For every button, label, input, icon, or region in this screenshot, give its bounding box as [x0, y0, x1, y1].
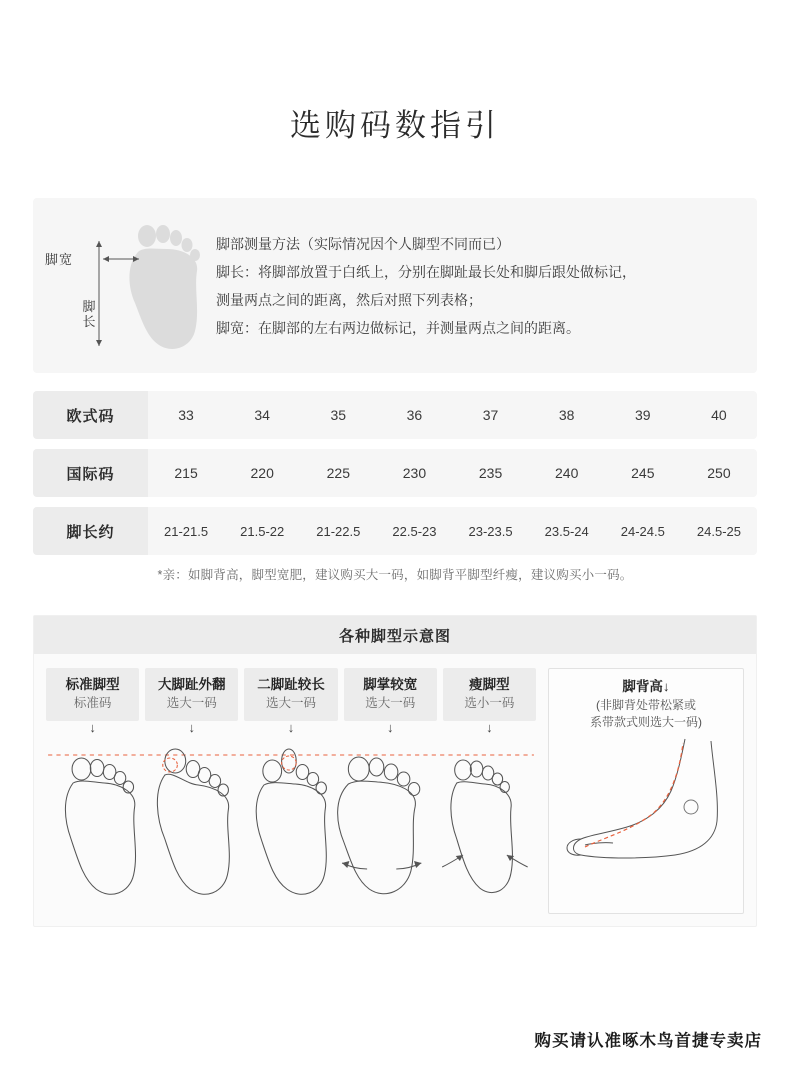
row-header-length: 脚长约: [33, 507, 148, 555]
foot-shape-arrows: [46, 721, 536, 739]
feet-diagrams-icon: [46, 739, 536, 914]
cell: 220: [250, 465, 274, 481]
cell: 21-22.5: [316, 523, 361, 539]
instep-diagram: [555, 735, 737, 870]
arrow-down-icon: ↓: [386, 720, 394, 735]
cell: 35: [330, 407, 347, 423]
table-row: [33, 449, 757, 497]
cell: 250: [707, 465, 731, 481]
tag-advice: 选大一码: [266, 696, 317, 710]
cell: 22.5-23: [392, 523, 437, 539]
arrow-down-icon: ↓: [287, 720, 295, 735]
cell: 230: [402, 465, 427, 481]
cell: 33: [178, 407, 194, 423]
foot-shape-body: [34, 654, 756, 926]
foot-shape-tag-wide: [344, 668, 437, 721]
foot-measure-diagram: [43, 211, 208, 361]
tag-advice: 选大一码: [166, 696, 217, 710]
instep-panel: [548, 668, 744, 914]
cell: 215: [174, 465, 198, 481]
foot-shape-tag-long-second-toe: [244, 668, 337, 721]
measure-line-2: 脚长：将脚部放置于白纸上，分别在脚趾最长处和脚后跟处做标记，: [216, 263, 636, 280]
measurement-instructions: [208, 230, 747, 342]
cell: 23.5-24: [544, 523, 589, 539]
foot-shape-header: 各种脚型示意图: [34, 616, 756, 654]
cell: 24-24.5: [620, 523, 665, 539]
tag-name: 大脚趾外翻: [158, 677, 226, 692]
instep-line-1: (非脚背处带松紧或: [596, 698, 696, 712]
table-row: [33, 507, 757, 555]
cell: 21-21.5: [164, 523, 209, 539]
foot-length-label: 脚长: [82, 298, 96, 329]
cell: 23-23.5: [468, 523, 513, 539]
store-footer: 购买请认准啄木鸟首捷专卖店: [534, 1031, 762, 1050]
foot-shape-tag-standard: [46, 668, 139, 721]
foot-shape-grid: [46, 668, 536, 914]
row-header-eu: 欧式码: [33, 391, 148, 439]
measurement-panel: [33, 198, 757, 373]
foot-shape-tags: [46, 668, 536, 721]
cell: 240: [555, 465, 579, 481]
size-table: [33, 391, 757, 555]
arrow-down-icon: ↓: [188, 720, 196, 735]
measure-line-4: 脚宽：在脚部的左右两边做标记，并测量两点之间的距离。: [216, 319, 580, 336]
arrow-down-icon: ↓: [486, 720, 493, 735]
instep-line-2: 系带款式则选大一码): [590, 715, 702, 729]
foot-outline-icon: [43, 211, 208, 361]
cell: 36: [406, 407, 423, 423]
foot-shape-section: [33, 615, 757, 927]
cell: 24.5-25: [696, 523, 741, 539]
tag-advice: 选大一码: [365, 696, 416, 710]
foot-width-label: 脚宽: [45, 251, 74, 267]
cell: 225: [326, 465, 350, 481]
row-cells-eu: [148, 391, 757, 439]
tag-name: 脚掌较宽: [363, 677, 418, 692]
measure-line-1: 脚部测量方法（实际情况因个人脚型不同而已）: [216, 235, 510, 252]
cell: 40: [711, 407, 727, 423]
tag-name: 瘦脚型: [469, 677, 510, 692]
tag-advice: 选小一码: [464, 696, 515, 710]
row-cells-intl: [148, 449, 757, 497]
tag-advice: 标准码: [73, 696, 112, 710]
foot-shape-tag-narrow: [443, 668, 536, 721]
foot-shape-tag-bunion: [145, 668, 238, 721]
arrow-down-icon: ↓: [89, 720, 96, 735]
measure-line-3: 测量两点之间的距离，然后对照下列表格；: [216, 291, 482, 308]
cell: 235: [478, 465, 503, 481]
cell: 245: [631, 465, 655, 481]
side-foot-icon: [555, 735, 737, 865]
cell: 39: [635, 407, 651, 423]
table-row: [33, 391, 757, 439]
foot-shape-illustrations: [46, 739, 536, 914]
tag-name: 二脚趾较长: [257, 677, 325, 692]
cell: 38: [558, 407, 575, 423]
instep-title: 脚背高↓: [622, 679, 670, 694]
size-note: *亲：如脚背高，脚型宽肥，建议购买大一码，如脚背平脚型纤瘦，建议购买小一码。: [157, 568, 633, 582]
cell: 37: [482, 407, 499, 423]
row-cells-length: [148, 507, 757, 555]
cell: 34: [254, 407, 270, 423]
row-header-intl: 国际码: [33, 449, 148, 497]
page-title: 选购码数指引: [290, 108, 500, 143]
cell: 21.5-22: [240, 523, 285, 539]
tag-name: 标准脚型: [65, 677, 120, 692]
